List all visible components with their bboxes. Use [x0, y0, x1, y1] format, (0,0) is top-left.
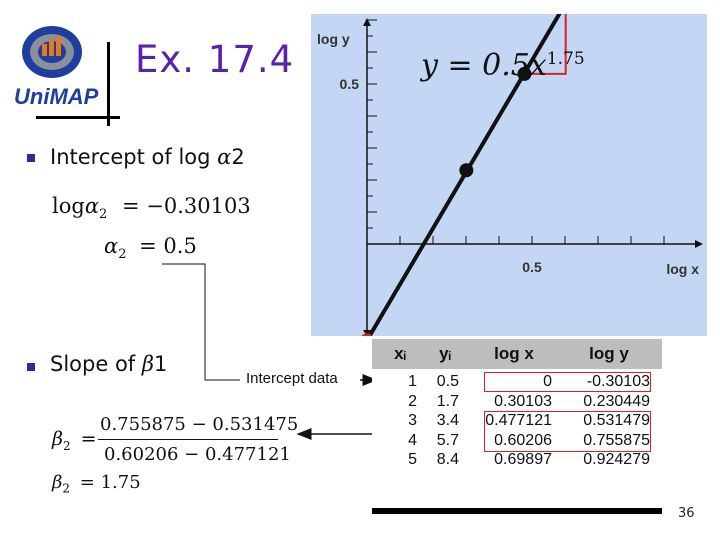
plot-equation-main: y = 0.5x [421, 48, 547, 83]
table-cell: 0.755875 [583, 431, 650, 449]
eq-alpha2: α [104, 234, 119, 258]
slope-beta: β [52, 428, 63, 450]
table-cell: 3 [408, 412, 417, 429]
table-cell: 8.4 [436, 451, 459, 468]
slope-result-beta: β [52, 472, 63, 493]
eq-alpha: α [84, 194, 99, 218]
table-cell: 0.230449 [583, 392, 650, 410]
table-header-cell: yᵢ [439, 344, 451, 363]
slope-eq-sign: = [80, 428, 97, 450]
alpha-symbol: α [217, 145, 232, 169]
intercept-connector [162, 264, 240, 380]
table-header-cell: log x [494, 344, 534, 363]
eq-log-value: = −0.30103 [121, 194, 251, 218]
data-table [372, 339, 662, 477]
table-cell: -0.30103 [586, 373, 650, 390]
table-cell: 4 [408, 431, 417, 449]
intercept-highlight-box [484, 372, 651, 392]
eq-log: log [52, 194, 85, 218]
table-header-cell: log y [589, 344, 629, 363]
table-cell: 0.477121 [485, 412, 552, 429]
eq-alpha-value: = 0.5 [139, 234, 197, 258]
slide-title: Ex. 17.4 [135, 38, 295, 81]
table-cell: 0.60206 [494, 431, 552, 449]
bullet-intercept-label: Intercept of log [50, 145, 218, 169]
intercept-data-label: Intercept data [246, 370, 338, 387]
table-cell: 0.5 [436, 373, 459, 390]
log-log-plot [311, 14, 707, 336]
x-tick-label: 0.5 [522, 259, 542, 275]
table-cell: 5 [408, 451, 417, 468]
logo-text: UniMAP [14, 84, 99, 109]
table-cell: 1.7 [436, 392, 459, 410]
slope-highlight-box [484, 411, 651, 452]
slope-result-value: = 1.75 [79, 472, 141, 493]
table-cell: 1 [408, 373, 417, 390]
slope-beta-sub: 2 [62, 438, 71, 453]
table-cell: 0.531479 [583, 412, 650, 429]
data-point [459, 163, 473, 177]
table-cell: 3.4 [436, 412, 459, 429]
table-header-cell: xᵢ [394, 344, 406, 363]
table-cell: 0 [543, 373, 552, 390]
table-cell: 5.7 [436, 431, 459, 449]
y-axis-label: log y [317, 31, 350, 47]
alpha-subscript: 2 [231, 145, 245, 169]
table-cell: 0.69897 [494, 451, 552, 468]
slope-denominator: 0.60206 − 0.477121 [104, 444, 291, 465]
plot-equation-exp: 1.75 [546, 49, 585, 69]
table-cell: 2 [408, 392, 417, 410]
bullet-slope-label: Slope of [50, 352, 142, 376]
eq-alpha2-sub: 2 [118, 247, 127, 263]
plot-equation [421, 48, 585, 83]
slope-numerator: 0.755875 − 0.531475 [100, 414, 299, 435]
y-axis-arrow-up [363, 18, 371, 26]
table-cell: 0.30103 [494, 392, 552, 410]
y-tick-label: 0.5 [339, 76, 359, 92]
table-cell: 0.924279 [583, 451, 650, 468]
slope-result-sub: 2 [62, 481, 71, 496]
page-number: 36 [678, 506, 695, 521]
eq-alpha-sub: 2 [99, 207, 108, 223]
bottom-rule [372, 508, 662, 514]
x-axis-arrow [695, 240, 703, 248]
beta-subscript: 1 [154, 352, 168, 376]
x-axis-label: log x [666, 261, 699, 277]
beta-symbol: β [141, 352, 154, 376]
